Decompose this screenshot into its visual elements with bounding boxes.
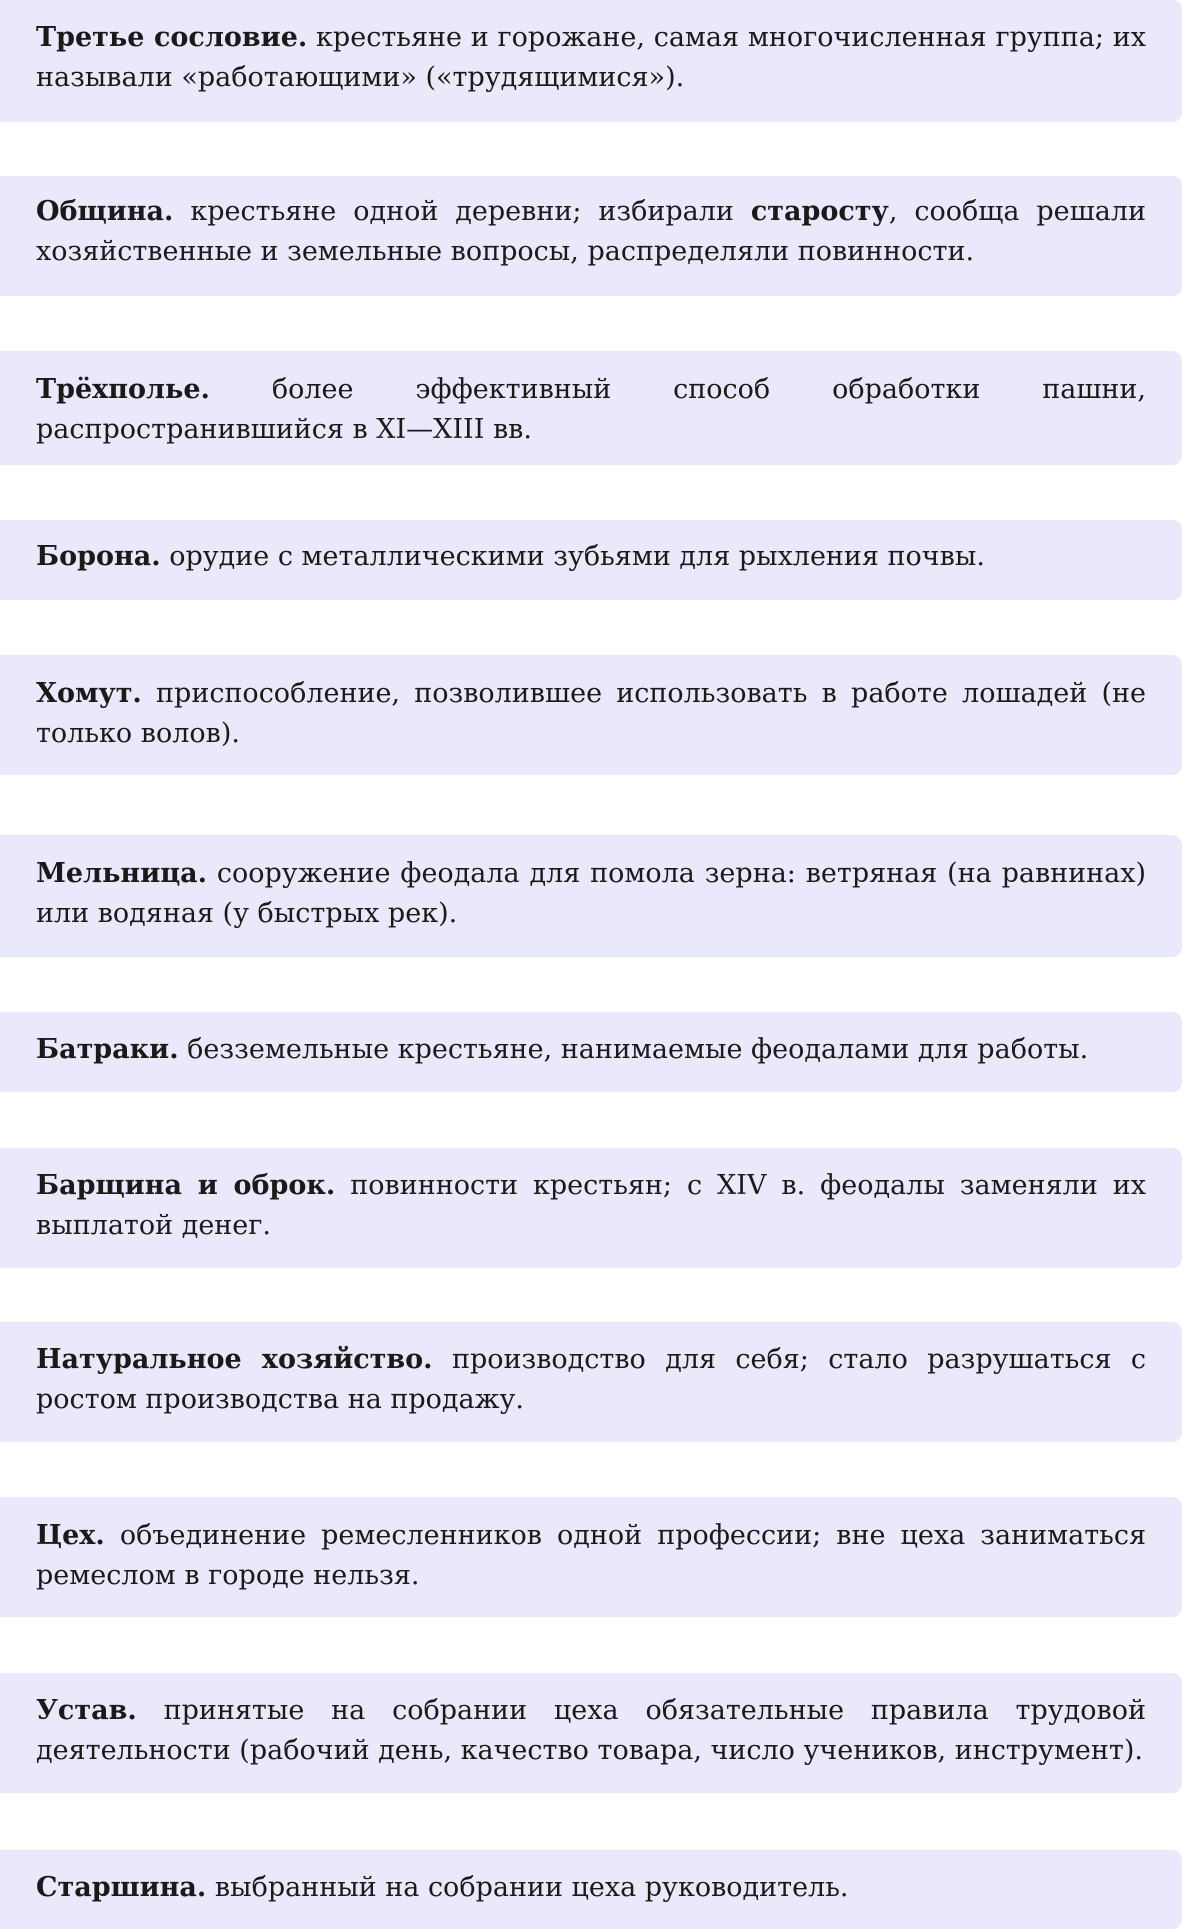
entry-definition: сооружение феодала для помола зерна: ветряная (на равнинах) или водяная (у быстрых рек). — [36, 858, 1146, 929]
entry-text — [36, 1691, 1146, 1771]
entry-term: Борона. — [36, 541, 161, 572]
entry-term: Третье сословие. — [36, 22, 308, 53]
entry-definition: приспособление, позволившее использовать в работе лошадей (не только волов). — [36, 678, 1146, 749]
entry-term: Натуральное хозяйство. — [36, 1344, 433, 1375]
glossary-entry — [0, 1850, 1182, 1929]
entry-text — [36, 18, 1146, 98]
entry-definition: орудие с металлическими зубьями для рыхления почвы. — [160, 541, 985, 572]
entry-definition: безземельные крестьяне, нанимаемые феодалами для работы. — [178, 1034, 1089, 1065]
glossary-entry — [0, 1322, 1182, 1442]
entry-text — [36, 1868, 1146, 1908]
entry-term: Батраки. — [36, 1034, 179, 1065]
entry-definition: более эффективный способ обработки пашни, распространившийся в XI—XIII вв. — [36, 374, 1146, 445]
glossary-entry — [0, 1497, 1182, 1617]
entry-text — [36, 537, 1146, 577]
glossary-entry — [0, 351, 1182, 465]
entry-text — [36, 192, 1146, 272]
entry-definition: объединение ремесленников одной профессии; вне цеха заниматься ремеслом в городе нельзя. — [36, 1520, 1146, 1591]
entry-term: Трёхполье. — [36, 374, 210, 405]
glossary-entry — [0, 176, 1182, 296]
entry-definition: , сообща решали хозяйственные и земельные вопросы, распределяли повинности. — [36, 196, 1146, 267]
entry-definition: принятые на собрании цеха обязательные правила трудовой деятельности (рабочий день, качество товара, число учеников, инструмент). — [36, 1695, 1146, 1766]
entry-term: Цех. — [36, 1520, 105, 1551]
entry-term: Барщина и оброк. — [36, 1170, 336, 1201]
entry-text — [36, 1340, 1146, 1420]
glossary-entry — [0, 655, 1182, 775]
entry-definition-emphasis: старосту — [750, 196, 889, 227]
entry-text — [36, 674, 1146, 754]
entry-definition: крестьяне одной деревни; избирали — [173, 196, 751, 227]
entry-definition: крестьяне и горожане, самая многочисленная группа; их называли «работающими» («трудящимися»). — [36, 22, 1146, 93]
entry-definition: повинности крестьян; с XIV в. феодалы заменяли их выплатой денег. — [36, 1170, 1146, 1241]
entry-definition: производство для себя; стало разрушаться с ростом производства на продажу. — [36, 1344, 1146, 1415]
glossary-entry — [0, 1673, 1182, 1793]
glossary-entry — [0, 1148, 1182, 1268]
entry-text — [36, 1166, 1146, 1246]
glossary-entry — [0, 835, 1182, 957]
glossary-entry — [0, 520, 1182, 600]
entry-term: Мельница. — [36, 858, 208, 889]
entry-text — [36, 1030, 1146, 1070]
entry-definition: выбранный на собрании цеха руководитель. — [206, 1872, 849, 1903]
glossary-entry — [0, 1012, 1182, 1092]
glossary-entry — [0, 0, 1182, 122]
entry-text — [36, 854, 1146, 934]
entry-term: Устав. — [36, 1695, 137, 1726]
entry-text — [36, 1516, 1146, 1596]
entry-term: Хомут. — [36, 678, 142, 709]
entry-term: Община. — [36, 196, 174, 227]
entry-term: Старшина. — [36, 1872, 207, 1903]
entry-text — [36, 370, 1146, 450]
